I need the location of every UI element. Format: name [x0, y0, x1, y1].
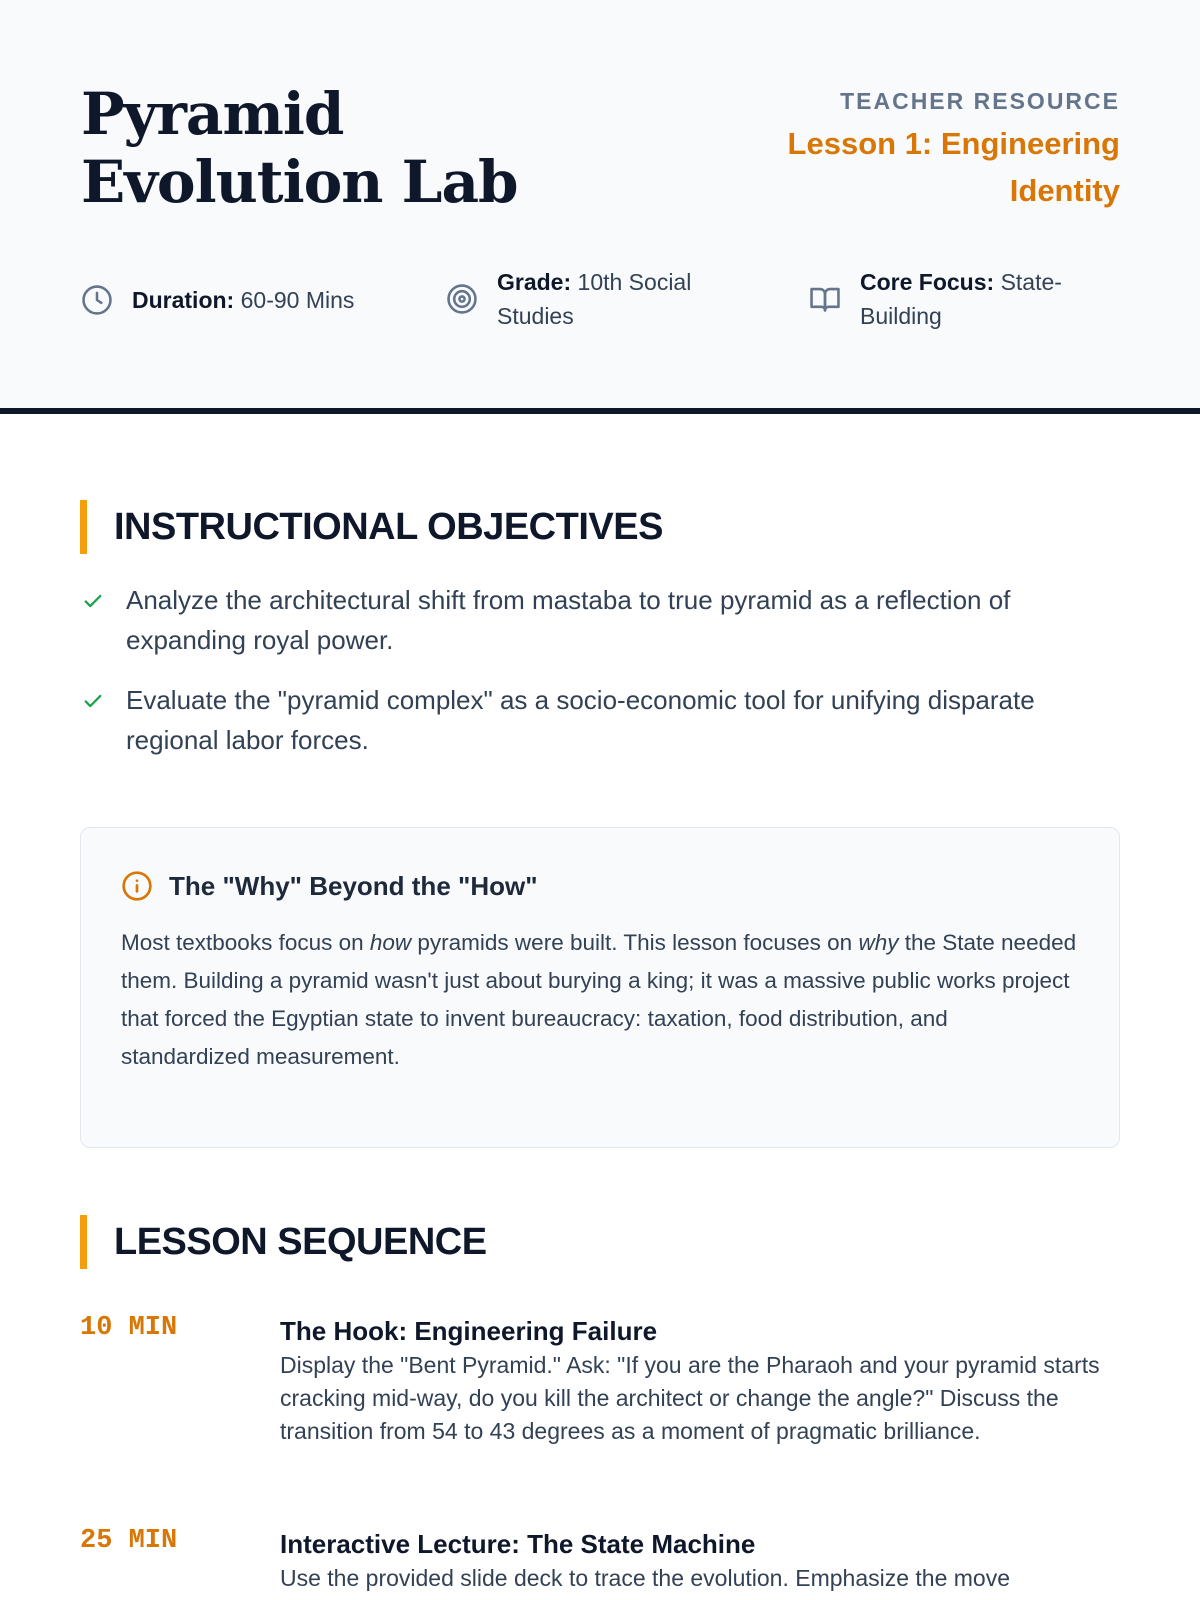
sequence-title: Interactive Lecture: The State Machine — [280, 1529, 756, 1559]
check-icon — [82, 590, 104, 612]
list-item — [80, 680, 1120, 760]
lesson-title: Lesson 1: Engineering Identity — [787, 126, 1120, 208]
page-title: Pyramid Evolution Lab — [81, 80, 518, 216]
sequence-title: The Hook: Engineering Failure — [280, 1316, 658, 1346]
sequence-heading: LESSON SEQUENCE — [80, 1215, 1120, 1269]
sequence-time: 25 MIN — [80, 1526, 178, 1556]
info-icon — [121, 870, 153, 902]
emphasis-why: why — [858, 930, 899, 955]
meta-value: State-Building — [860, 269, 1062, 329]
meta-value: 10th Social Studies — [497, 269, 692, 329]
check-icon — [82, 690, 104, 712]
meta-duration — [80, 283, 354, 317]
target-icon — [445, 282, 479, 316]
objective-text: Analyze the architectural shift from mastaba to true pyramid as a reflection of expanding royal power. — [126, 585, 1011, 655]
objectives-list — [80, 580, 1120, 780]
sequence-time: 10 MIN — [80, 1313, 178, 1343]
meta-label: Core Focus: — [860, 269, 995, 295]
emphasis-how: how — [369, 930, 412, 955]
list-item — [80, 580, 1120, 660]
why-callout — [80, 827, 1120, 1148]
objectives-heading: INSTRUCTIONAL OBJECTIVES — [80, 500, 1120, 554]
sequence-content — [280, 1526, 1120, 1595]
meta-grade — [445, 265, 737, 333]
book-icon — [808, 282, 842, 316]
clock-icon — [80, 283, 114, 317]
callout-body: Most textbooks focus on how pyramids were built. This lesson focuses on why the State needed them. Building a pyramid wasn't just about burying a king; it was a massive public works project that forced the Egyptian state to invent bureaucracy: taxation, food distribution, and standardized measurement. — [121, 930, 1077, 1069]
callout-header — [121, 870, 1079, 902]
meta-label: Grade: — [497, 269, 572, 295]
sequence-desc: Display the "Bent Pyramid." Ask: "If you are the Pharaoh and your pyramid starts cracking mid-way, do you kill the architect or change the angle?" Discuss the transition from 54 to 43 degrees as a moment of pragmatic brilliance. — [280, 1352, 1100, 1444]
meta-label: Duration: — [132, 287, 235, 313]
resource-kicker: TEACHER RESOURCE — [840, 88, 1120, 114]
sequence-desc: Use the provided slide deck to trace the evolution. Emphasize the move — [280, 1565, 1011, 1591]
objective-text: Evaluate the "pyramid complex" as a socio-economic tool for unifying disparate regional labor forces. — [126, 685, 1035, 755]
meta-focus — [808, 265, 1090, 333]
sequence-content — [280, 1313, 1120, 1448]
meta-value: 60-90 Mins — [240, 287, 355, 313]
page-header — [0, 0, 1200, 414]
callout-title: The "Why" Beyond the "How" — [169, 870, 538, 901]
